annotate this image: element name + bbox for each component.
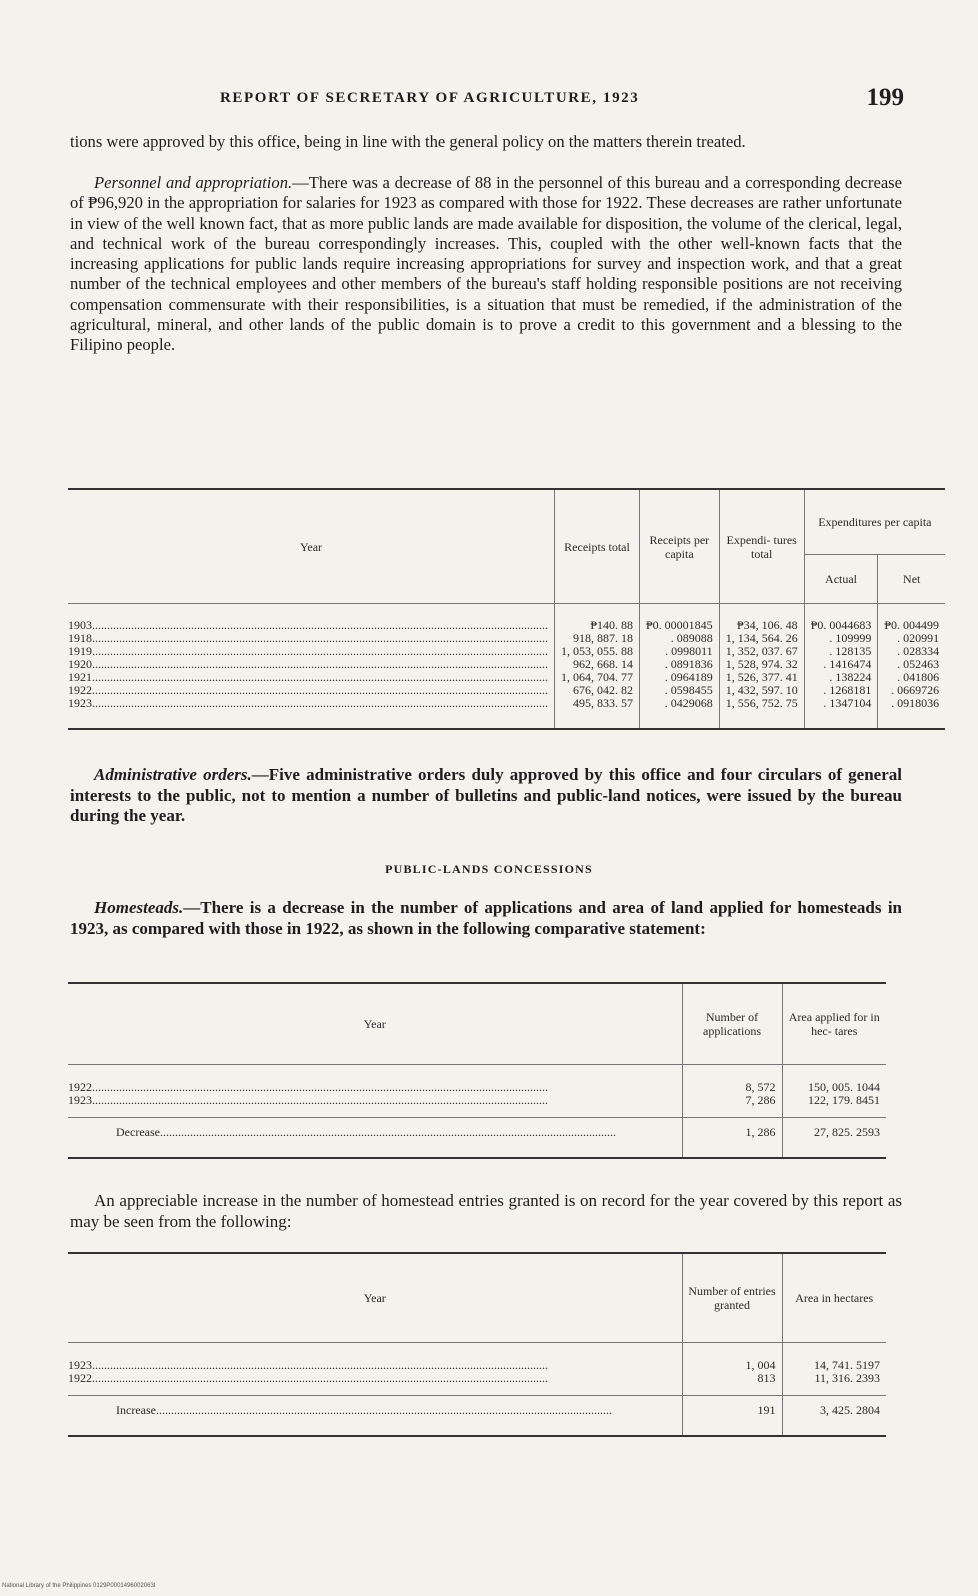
year-cell	[68, 1118, 682, 1159]
dot-leader	[92, 632, 548, 645]
year-leader	[68, 1404, 676, 1417]
table-row	[68, 645, 945, 658]
col-exp-per-capita: Expenditures per capita	[804, 489, 945, 555]
cell-expenditures-total: 1, 528, 974. 32	[719, 658, 804, 671]
cell-actual: . 138224	[804, 671, 878, 684]
dot-leader	[92, 645, 548, 658]
section-title: PUBLIC-LANDS CONCESSIONS	[385, 862, 593, 876]
cell-receipts-total: 918, 887. 18	[555, 632, 640, 645]
entries-table	[68, 1252, 886, 1437]
cell-expenditures-total: 1, 526, 377. 41	[719, 671, 804, 684]
homesteads-lead: Homesteads.	[94, 898, 184, 917]
col-year: Year	[68, 1253, 682, 1343]
table-row	[68, 1372, 886, 1396]
cell-net: . 041806	[878, 671, 945, 684]
year-cell	[68, 1396, 682, 1437]
year-cell	[68, 658, 555, 671]
dot-leader	[92, 1081, 548, 1094]
cell-receipts-total: ₱140. 88	[555, 604, 640, 632]
cell-net: ₱0. 004499	[878, 604, 945, 632]
cell-receipts-total: 495, 833. 57	[555, 697, 640, 729]
cell-receipts-total: 676, 042. 82	[555, 684, 640, 697]
col-entries: Number of entries granted	[682, 1253, 782, 1343]
year-cell	[68, 645, 555, 658]
dot-leader	[92, 1094, 548, 1107]
year-label: 1919	[68, 644, 92, 658]
cell-actual: . 128135	[804, 645, 878, 658]
dot-leader	[92, 1372, 548, 1385]
total-area: 27, 825. 2593	[782, 1118, 886, 1159]
cell-entries: 813	[682, 1372, 782, 1396]
year-label: Decrease	[116, 1126, 160, 1139]
finance-table-body	[68, 604, 945, 729]
col-receipts-per-capita: Receipts per capita	[640, 489, 720, 604]
year-label: Increase	[116, 1404, 156, 1417]
year-cell	[68, 632, 555, 645]
cell-receipts-per-capita: . 0998011	[640, 645, 720, 658]
year-label: 1903	[68, 618, 92, 632]
table-row	[68, 671, 945, 684]
dot-leader	[160, 1126, 616, 1139]
cell-receipts-per-capita: ₱0. 00001845	[640, 604, 720, 632]
admin-orders-lead: Administrative orders.	[94, 765, 252, 784]
year-cell	[68, 684, 555, 697]
cell-applications: 8, 572	[682, 1065, 782, 1095]
entries-paragraph: An appreciable increase in the number of homestead entries granted is on record for the year covered by this report as may be seen from the following:	[70, 1191, 902, 1231]
dot-leader	[92, 671, 548, 684]
year-cell	[68, 1065, 682, 1095]
year-cell	[68, 1094, 682, 1118]
year-label: 1922	[68, 683, 92, 697]
year-cell	[68, 604, 555, 632]
total-row	[68, 1396, 886, 1437]
cell-expenditures-total: 1, 352, 037. 67	[719, 645, 804, 658]
page-number: 199	[866, 84, 904, 111]
homestead-table	[68, 982, 886, 1159]
cell-receipts-total: 1, 053, 055. 88	[555, 645, 640, 658]
admin-orders-paragraph	[70, 765, 902, 827]
table-row	[68, 1094, 886, 1118]
total-entries: 191	[682, 1396, 782, 1437]
cell-expenditures-total: ₱34, 106. 48	[719, 604, 804, 632]
footer-credit: National Library of the Philippines 0129P0001496002063I	[2, 1583, 156, 1589]
dot-leader	[92, 658, 548, 671]
cell-area: 150, 005. 1044	[782, 1065, 886, 1095]
cell-expenditures-total: 1, 556, 752. 75	[719, 697, 804, 729]
cell-area: 122, 179. 8451	[782, 1094, 886, 1118]
col-area: Area in hectares	[782, 1253, 886, 1343]
cell-receipts-total: 962, 668. 14	[555, 658, 640, 671]
personnel-lead: Personnel and appropriation.	[94, 173, 293, 192]
year-label: 1922	[68, 1081, 92, 1094]
year-label: 1923	[68, 696, 92, 710]
cell-net: . 0918036	[878, 697, 945, 729]
cell-actual: . 1268181	[804, 684, 878, 697]
finance-table	[68, 488, 945, 730]
year-leader	[68, 671, 548, 684]
personnel-text: —There was a decrease of 88 in the personnel of this bureau and a corresponding decrease of ₱96,920 in the appropriation for salaries for 1923 as compared with those for 1922. These decreases are rather unfortunate in view of the well known fact, that as more public lands are made available for disposition, the volume of the clerical, legal, and technical work of the bureau correspondingly increases. This, coupled with the other well-known facts that the increasing applications for public lands require increasing appropriations for survey and inspection work, and that a great number of the technical employees and other members of the bureau's staff holding responsible positions are not receiving compensation commensurate with their responsibilities, is a situation that must be remedied, if the administration of the agricultural, mineral, and other lands of the public domain is to prove a credit to this government and a blessing to the Filipino people.	[70, 173, 903, 355]
year-leader	[68, 1081, 676, 1094]
year-label: 1918	[68, 631, 92, 645]
year-leader	[68, 1094, 676, 1107]
dot-leader	[92, 684, 548, 697]
cell-entries: 1, 004	[682, 1343, 782, 1373]
cell-receipts-per-capita: . 0598455	[640, 684, 720, 697]
table-row	[68, 684, 945, 697]
year-label: 1921	[68, 670, 92, 684]
running-title: REPORT OF SECRETARY OF AGRICULTURE, 1923	[220, 90, 640, 106]
year-leader	[68, 1372, 676, 1385]
total-area: 3, 425. 2804	[782, 1396, 886, 1437]
cell-receipts-per-capita: . 0964189	[640, 671, 720, 684]
cell-receipts-per-capita: . 089088	[640, 632, 720, 645]
year-leader	[68, 619, 548, 632]
cell-actual: . 1416474	[804, 658, 878, 671]
year-leader	[68, 632, 548, 645]
admin-orders-text: —Five administrative orders duly approved by this office and four circulars of general interests to the public, not to mention a number of bulletins and public-land notices, were issued by the bureau during the year.	[70, 765, 902, 825]
homestead-table-body	[68, 1065, 886, 1159]
dot-leader	[92, 697, 548, 710]
col-year: Year	[68, 489, 555, 604]
cell-net: . 020991	[878, 632, 945, 645]
dot-leader	[92, 1359, 548, 1372]
year-cell	[68, 697, 555, 729]
cell-receipts-total: 1, 064, 704. 77	[555, 671, 640, 684]
year-leader	[68, 1126, 676, 1139]
year-label: 1923	[68, 1094, 92, 1107]
homesteads-text: —There is a decrease in the number of applications and area of land applied for homesteads in 1923, as compared with those in 1922, as shown in the following comparative statement:	[70, 898, 902, 938]
cell-receipts-per-capita: . 0891836	[640, 658, 720, 671]
cell-area: 11, 316. 2393	[782, 1372, 886, 1396]
table-row	[68, 604, 945, 632]
cell-receipts-per-capita: . 0429068	[640, 697, 720, 729]
col-area: Area applied for in hec- tares	[782, 983, 886, 1065]
year-leader	[68, 697, 548, 710]
cell-actual: . 109999	[804, 632, 878, 645]
cell-area: 14, 741. 5197	[782, 1343, 886, 1373]
year-leader	[68, 684, 548, 697]
table-row	[68, 1065, 886, 1095]
year-label: 1920	[68, 657, 92, 671]
year-cell	[68, 1372, 682, 1396]
personnel-paragraph	[70, 173, 902, 356]
entries-table-body	[68, 1343, 886, 1437]
col-net: Net	[878, 555, 945, 604]
table-row	[68, 658, 945, 671]
table-row	[68, 632, 945, 645]
col-expenditures-total: Expendi- tures total	[719, 489, 804, 604]
year-label: 1922	[68, 1372, 92, 1385]
year-leader	[68, 645, 548, 658]
intro-paragraph: tions were approved by this office, being in line with the general policy on the matters therein treated.	[70, 132, 746, 151]
col-year: Year	[68, 983, 682, 1065]
year-cell	[68, 1343, 682, 1373]
cell-expenditures-total: 1, 134, 564. 26	[719, 632, 804, 645]
table-row	[68, 697, 945, 729]
homesteads-paragraph	[70, 898, 902, 939]
page-header	[70, 84, 904, 118]
col-actual: Actual	[804, 555, 878, 604]
cell-net: . 028334	[878, 645, 945, 658]
dot-leader	[92, 619, 548, 632]
year-label: 1923	[68, 1359, 92, 1372]
year-leader	[68, 658, 548, 671]
total-applications: 1, 286	[682, 1118, 782, 1159]
cell-net: . 0669726	[878, 684, 945, 697]
col-receipts-total: Receipts total	[555, 489, 640, 604]
year-cell	[68, 671, 555, 684]
cell-actual: ₱0. 0044683	[804, 604, 878, 632]
dot-leader	[156, 1404, 612, 1417]
total-row	[68, 1118, 886, 1159]
year-leader	[68, 1359, 676, 1372]
cell-expenditures-total: 1, 432, 597. 10	[719, 684, 804, 697]
cell-applications: 7, 286	[682, 1094, 782, 1118]
table-row	[68, 1343, 886, 1373]
cell-actual: . 1347104	[804, 697, 878, 729]
col-applications: Number of applications	[682, 983, 782, 1065]
cell-net: . 052463	[878, 658, 945, 671]
